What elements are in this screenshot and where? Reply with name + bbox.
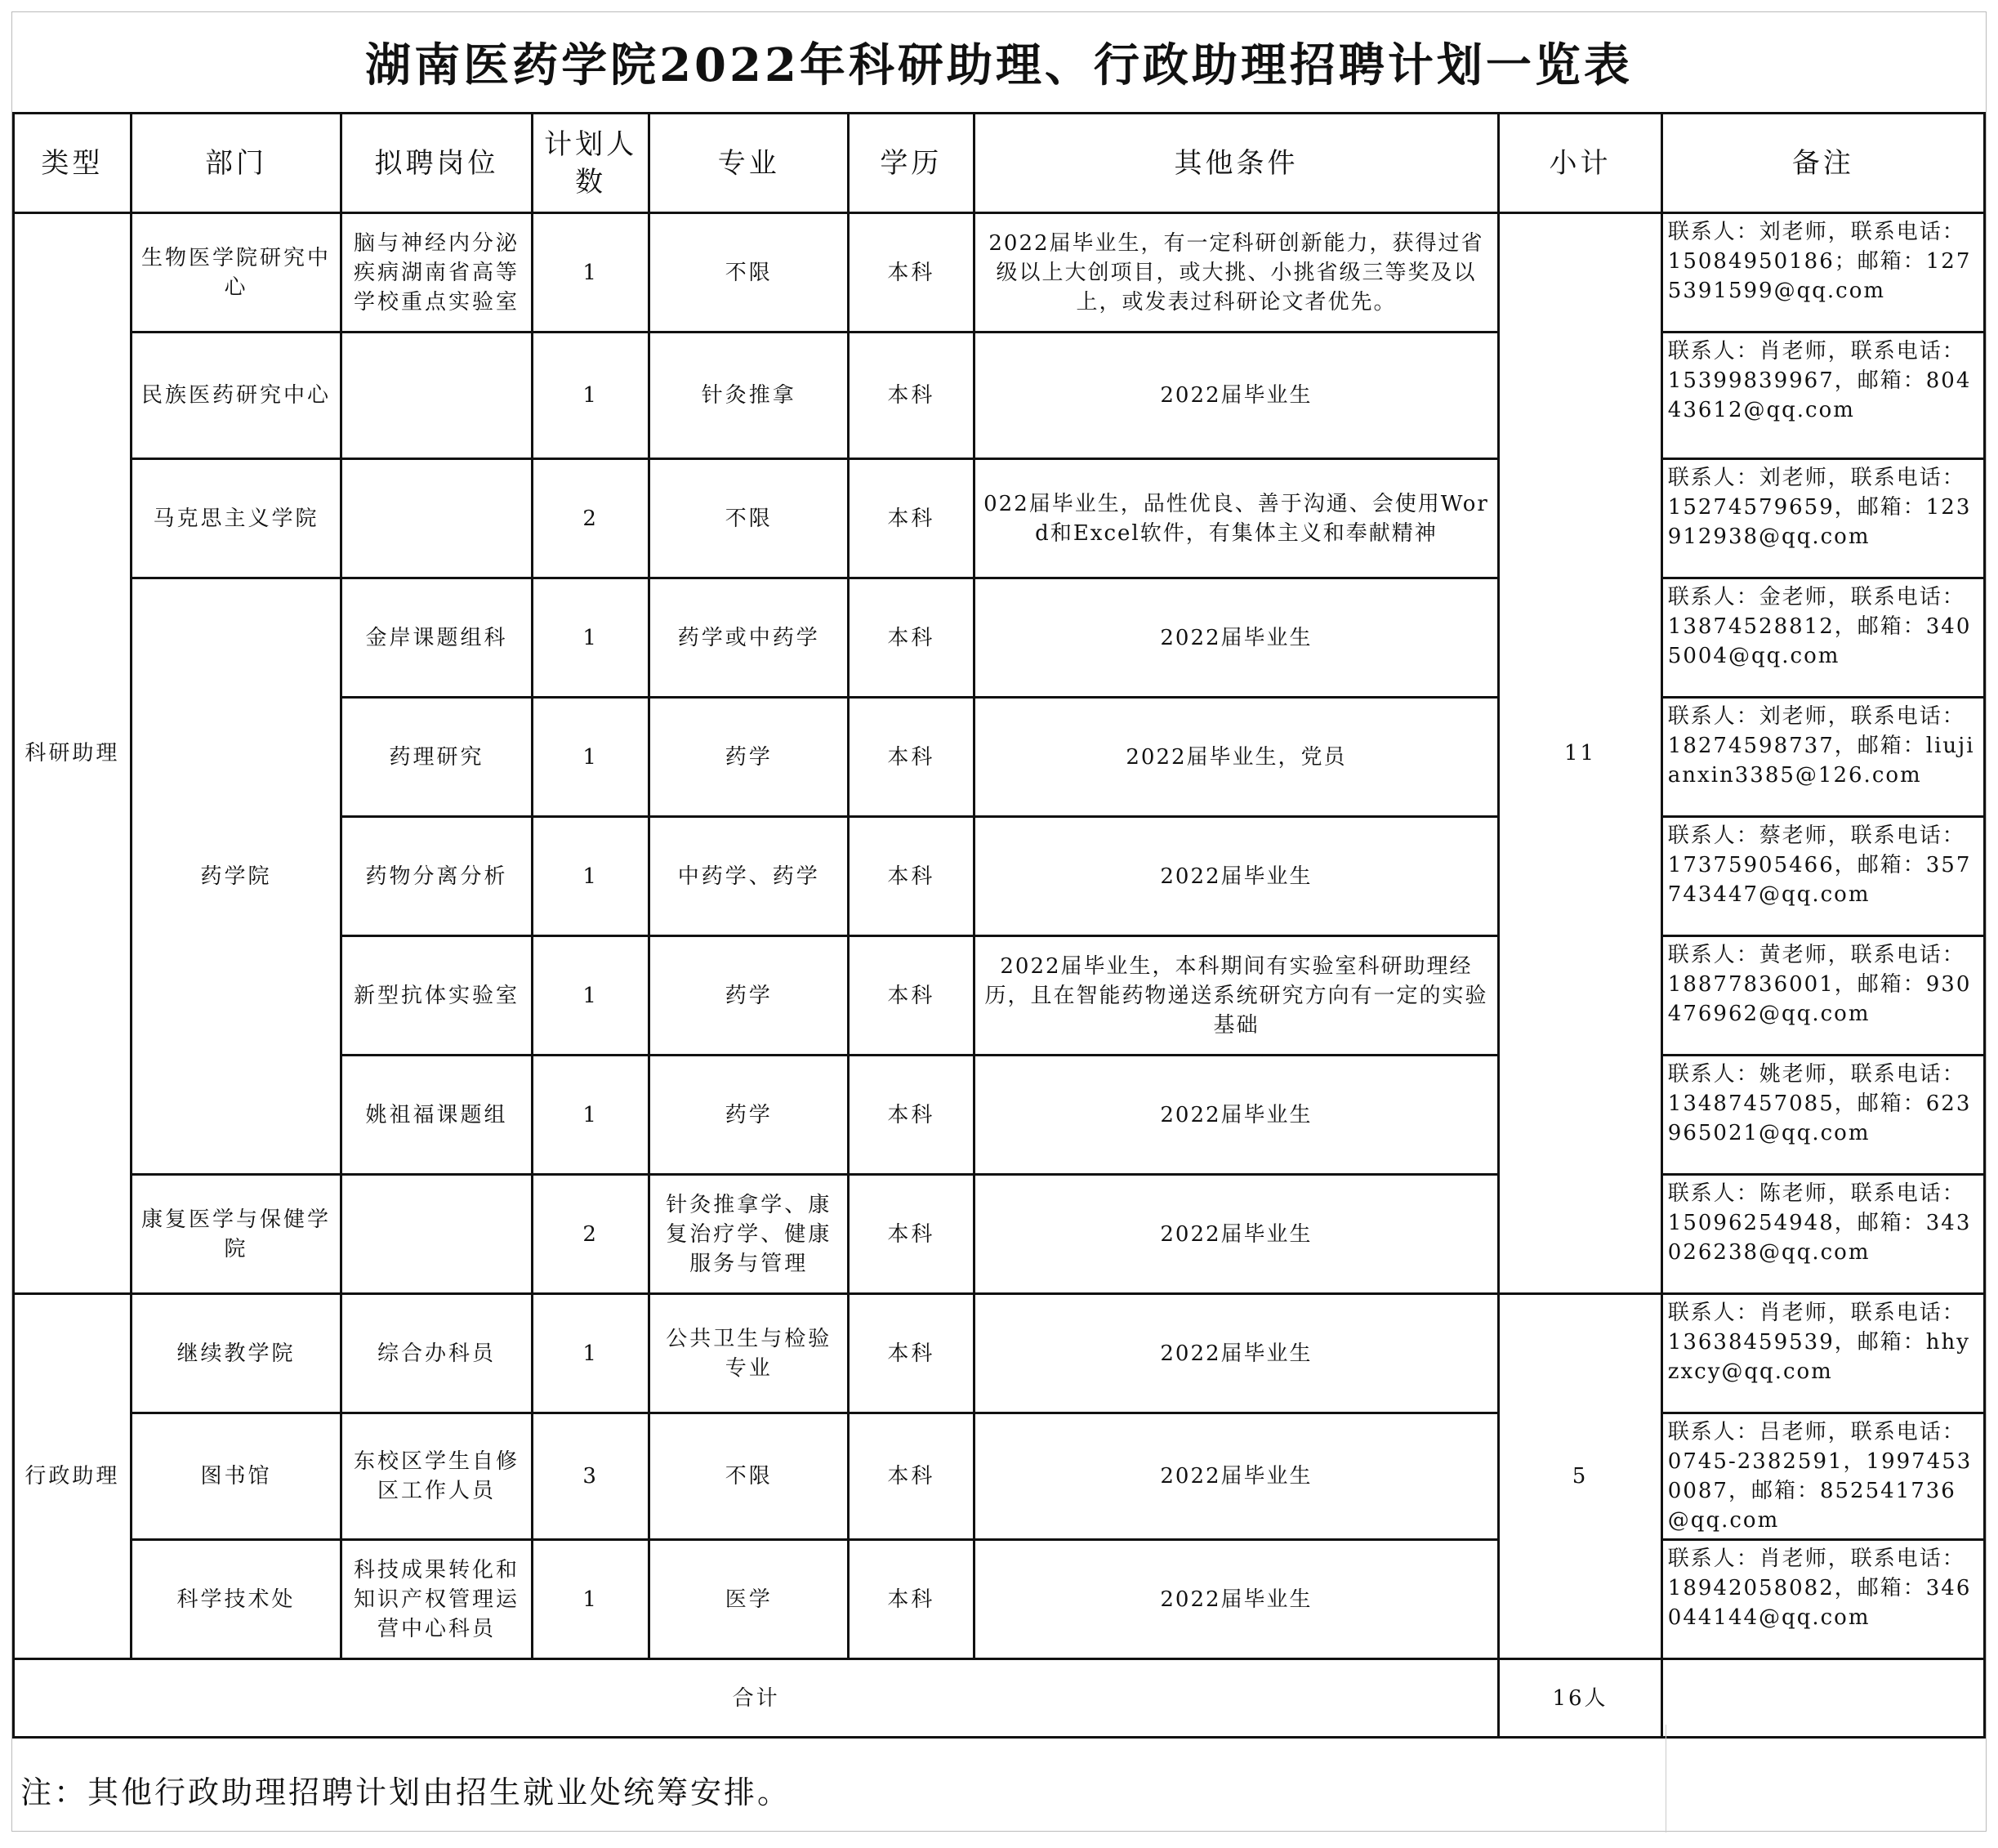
remark-cell: 联系人：刘老师，联系电话：18274598737，邮箱：liujianxin3385@126.com bbox=[1661, 698, 1984, 817]
post-cell: 综合办科员 bbox=[341, 1294, 533, 1413]
other-cell: 022届毕业生，品性优良、善于沟通、会使用Word和Excel软件，有集体主义和奉献精神 bbox=[974, 459, 1498, 578]
post-cell bbox=[341, 333, 533, 459]
major-cell: 药学或中药学 bbox=[649, 578, 849, 698]
dept-cell: 马克思主义学院 bbox=[131, 459, 341, 578]
remark-cell: 联系人：肖老师，联系电话：13638459539，邮箱：hhyzxcy@qq.com bbox=[1661, 1294, 1984, 1413]
other-cell: 2022届毕业生 bbox=[974, 1175, 1498, 1294]
dept-cell: 图书馆 bbox=[131, 1413, 341, 1540]
post-cell: 金岸课题组科 bbox=[341, 578, 533, 698]
type-cell-research: 科研助理 bbox=[14, 213, 132, 1294]
header-major: 专业 bbox=[649, 114, 849, 213]
edu-cell: 本科 bbox=[849, 1413, 974, 1540]
remark-cell: 联系人：刘老师，联系电话：15084950186；邮箱：1275391599@qq.com bbox=[1661, 213, 1984, 333]
page-title: 湖南医药学院2022年科研助理、行政助理招聘计划一览表 bbox=[365, 38, 1633, 92]
count-cell: 1 bbox=[532, 698, 649, 817]
other-cell: 2022届毕业生 bbox=[974, 1540, 1498, 1659]
major-cell: 公共卫生与检验专业 bbox=[649, 1294, 849, 1413]
other-cell: 2022届毕业生 bbox=[974, 333, 1498, 459]
post-cell: 药理研究 bbox=[341, 698, 533, 817]
total-label: 合计 bbox=[14, 1659, 1499, 1738]
footnote: 注：其他行政助理招聘计划由招生就业处统筹安排。 bbox=[20, 1774, 792, 1810]
remark-cell: 联系人：吕老师，联系电话：0745-2382591，19974530087，邮箱：852541736@qq.com bbox=[1661, 1413, 1984, 1540]
header-type: 类型 bbox=[14, 114, 132, 213]
edu-cell: 本科 bbox=[849, 213, 974, 333]
subtotal-cell-research: 11 bbox=[1499, 213, 1662, 1294]
count-cell: 2 bbox=[532, 459, 649, 578]
edu-cell: 本科 bbox=[849, 936, 974, 1056]
dept-cell: 药学院 bbox=[131, 578, 341, 1175]
edu-cell: 本科 bbox=[849, 698, 974, 817]
header-dept: 部门 bbox=[131, 114, 341, 213]
major-cell: 药学 bbox=[649, 936, 849, 1056]
table-row bbox=[14, 1294, 1985, 1413]
major-cell: 针灸推拿 bbox=[649, 333, 849, 459]
post-cell: 脑与神经内分泌疾病湖南省高等学校重点实验室 bbox=[341, 213, 533, 333]
count-cell: 1 bbox=[532, 1294, 649, 1413]
type-cell-admin: 行政助理 bbox=[14, 1294, 132, 1659]
other-cell: 2022届毕业生 bbox=[974, 1056, 1498, 1175]
edu-cell: 本科 bbox=[849, 1175, 974, 1294]
table-row bbox=[14, 578, 1985, 698]
other-cell: 2022届毕业生，有一定科研创新能力，获得过省级以上大创项目，或大挑、小挑省级三等奖及以上，或发表过科研论文者优先。 bbox=[974, 213, 1498, 333]
edu-cell: 本科 bbox=[849, 578, 974, 698]
count-cell: 2 bbox=[532, 1175, 649, 1294]
post-cell: 新型抗体实验室 bbox=[341, 936, 533, 1056]
major-cell: 医学 bbox=[649, 1540, 849, 1659]
major-cell: 针灸推拿学、康复治疗学、健康服务与管理 bbox=[649, 1175, 849, 1294]
post-cell: 科技成果转化和知识产权管理运营中心科员 bbox=[341, 1540, 533, 1659]
major-cell: 药学 bbox=[649, 1056, 849, 1175]
post-cell bbox=[341, 459, 533, 578]
total-remark bbox=[1661, 1659, 1984, 1738]
edu-cell: 本科 bbox=[849, 1294, 974, 1413]
other-cell: 2022届毕业生 bbox=[974, 1413, 1498, 1540]
dept-cell: 科学技术处 bbox=[131, 1540, 341, 1659]
subtotal-cell-admin: 5 bbox=[1499, 1294, 1662, 1659]
header-count: 计划人数 bbox=[532, 114, 649, 213]
edu-cell: 本科 bbox=[849, 333, 974, 459]
other-cell: 2022届毕业生 bbox=[974, 1294, 1498, 1413]
dept-cell: 生物医学院研究中心 bbox=[131, 213, 341, 333]
total-row bbox=[14, 1659, 1985, 1738]
dept-cell: 继续教学院 bbox=[131, 1294, 341, 1413]
header-other: 其他条件 bbox=[974, 114, 1498, 213]
dept-cell: 民族医药研究中心 bbox=[131, 333, 341, 459]
remark-cell: 联系人：肖老师，联系电话：18942058082，邮箱：346044144@qq.com bbox=[1661, 1540, 1984, 1659]
recruitment-plan-table bbox=[12, 112, 1986, 1739]
major-cell: 中药学、药学 bbox=[649, 817, 849, 936]
count-cell: 1 bbox=[532, 817, 649, 936]
edu-cell: 本科 bbox=[849, 1056, 974, 1175]
remark-cell: 联系人：黄老师，联系电话：18877836001，邮箱：930476962@qq.com bbox=[1661, 936, 1984, 1056]
table-row bbox=[14, 1413, 1985, 1540]
table-row bbox=[14, 333, 1985, 459]
spreadsheet-sheet bbox=[11, 11, 1987, 1832]
total-value: 16人 bbox=[1499, 1659, 1662, 1738]
other-cell: 2022届毕业生，党员 bbox=[974, 698, 1498, 817]
header-subtotal: 小计 bbox=[1499, 114, 1662, 213]
count-cell: 3 bbox=[532, 1413, 649, 1540]
table-row bbox=[14, 1540, 1985, 1659]
count-cell: 1 bbox=[532, 578, 649, 698]
major-cell: 不限 bbox=[649, 1413, 849, 1540]
header-post: 拟聘岗位 bbox=[341, 114, 533, 213]
count-cell: 1 bbox=[532, 1540, 649, 1659]
table-row bbox=[14, 1175, 1985, 1294]
remark-cell: 联系人：蔡老师，联系电话：17375905466，邮箱：357743447@qq.com bbox=[1661, 817, 1984, 936]
other-cell: 2022届毕业生 bbox=[974, 578, 1498, 698]
remark-cell: 联系人：金老师，联系电话：13874528812，邮箱：3405004@qq.com bbox=[1661, 578, 1984, 698]
major-cell: 不限 bbox=[649, 213, 849, 333]
count-cell: 1 bbox=[532, 1056, 649, 1175]
post-cell: 姚祖福课题组 bbox=[341, 1056, 533, 1175]
count-cell: 1 bbox=[532, 213, 649, 333]
count-cell: 1 bbox=[532, 333, 649, 459]
other-cell: 2022届毕业生 bbox=[974, 817, 1498, 936]
edu-cell: 本科 bbox=[849, 459, 974, 578]
table-row bbox=[14, 213, 1985, 333]
dept-cell: 康复医学与保健学院 bbox=[131, 1175, 341, 1294]
major-cell: 药学 bbox=[649, 698, 849, 817]
remark-cell: 联系人：肖老师，联系电话：15399839967，邮箱：80443612@qq.com bbox=[1661, 333, 1984, 459]
remark-cell: 联系人：姚老师，联系电话：13487457085，邮箱：623965021@qq.com bbox=[1661, 1056, 1984, 1175]
major-cell: 不限 bbox=[649, 459, 849, 578]
post-cell bbox=[341, 1175, 533, 1294]
table-row bbox=[14, 459, 1985, 578]
header-edu: 学历 bbox=[849, 114, 974, 213]
header-remark: 备注 bbox=[1661, 114, 1984, 213]
header-row bbox=[14, 114, 1985, 213]
other-cell: 2022届毕业生，本科期间有实验室科研助理经历，且在智能药物递送系统研究方向有一定的实验基础 bbox=[974, 936, 1498, 1056]
post-cell: 东校区学生自修区工作人员 bbox=[341, 1413, 533, 1540]
remark-cell: 联系人：陈老师，联系电话：15096254948，邮箱：343026238@qq.com bbox=[1661, 1175, 1984, 1294]
count-cell: 1 bbox=[532, 936, 649, 1056]
post-cell: 药物分离分析 bbox=[341, 817, 533, 936]
edu-cell: 本科 bbox=[849, 1540, 974, 1659]
remark-cell: 联系人：刘老师，联系电话：15274579659，邮箱：123912938@qq.com bbox=[1661, 459, 1984, 578]
edu-cell: 本科 bbox=[849, 817, 974, 936]
